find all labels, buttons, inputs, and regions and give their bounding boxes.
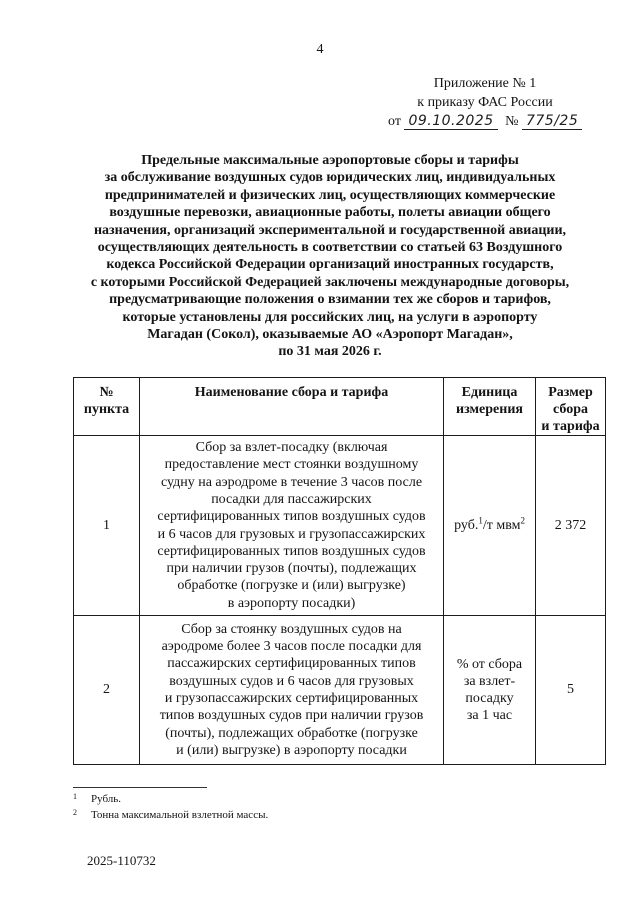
title-line: которые установлены для российских лиц, на услуги в аэропорту xyxy=(122,309,538,325)
page-number: 4 xyxy=(316,42,324,57)
name-line: (почты), подлежащих обработке (погрузке xyxy=(165,725,418,741)
name-line: предоставление мест стоянки воздушному xyxy=(164,457,419,473)
name-line: при наличии грузов (почты), подлежащих xyxy=(166,561,417,577)
footnote-ref: 1 xyxy=(478,514,483,525)
title-line: воздушные перевозки, авиационные работы, полеты авиации общего xyxy=(109,205,551,221)
name-line: и (или) выгрузке) в аэропорту посадки xyxy=(176,742,407,758)
appendix-title: Приложение № 1 xyxy=(433,76,537,91)
name-line: воздушных судов и 6 часов для грузовых xyxy=(169,673,414,689)
appendix-date-number xyxy=(380,112,590,131)
header-text: Размер xyxy=(548,385,593,400)
name-line: сертифицированных типов воздушных судов xyxy=(157,509,426,525)
document-id: 2025-110732 xyxy=(87,853,156,868)
header-text: Наименование сбора и тарифа xyxy=(194,385,389,400)
unit-line: за взлет- xyxy=(463,674,516,689)
table-row xyxy=(74,436,606,616)
header-name xyxy=(140,378,444,436)
header-size xyxy=(536,378,606,436)
footnote-text: Тонна максимальной взлетной массы. xyxy=(91,809,269,821)
footnote-number: 2 xyxy=(73,808,77,817)
table-header-row xyxy=(74,378,606,436)
footnote xyxy=(73,807,268,823)
name-line: судну на аэродроме в течение 3 часов после xyxy=(160,474,423,490)
row-number: 1 xyxy=(74,436,140,616)
name-line: Сбор за стоянку воздушных судов на xyxy=(181,621,402,637)
table-row xyxy=(74,616,606,765)
name-line: типов воздушных судов при наличии грузов xyxy=(159,708,424,724)
name-line: и 6 часов для грузовых и грузопассажирских xyxy=(157,526,426,542)
document-title xyxy=(70,152,590,361)
tariffs-table xyxy=(73,377,606,765)
footnote-divider xyxy=(73,787,207,788)
row-unit xyxy=(444,616,536,765)
footnote-number: 1 xyxy=(73,792,77,801)
title-line: Предельные максимальные аэропортовые сборы и тарифы xyxy=(141,153,519,168)
name-line: обработке (погрузке и (или) выгрузке) xyxy=(177,578,406,594)
footnote-ref: 2 xyxy=(520,514,525,525)
number-prefix: № xyxy=(505,114,519,129)
row-unit xyxy=(444,436,536,616)
row-name xyxy=(140,616,444,765)
row-value: 5 xyxy=(536,616,606,765)
title-line: предусматривающие положения о взимании тех же сборов и тарифов, xyxy=(109,292,551,308)
title-line: назначения, организаций экспериментальной и государственной авиации, xyxy=(93,222,567,238)
title-line: осуществляющих деятельность в соответствии со статьей 63 Воздушного xyxy=(97,240,563,256)
unit-text: руб. xyxy=(454,517,479,533)
row-name xyxy=(140,436,444,616)
date-prefix: от xyxy=(388,114,401,129)
header-text: № xyxy=(99,385,114,400)
header-text: и тарифа xyxy=(541,419,600,434)
header-text: сбора xyxy=(553,402,588,417)
name-line: и грузопассажирских сертифицированных xyxy=(164,691,419,706)
name-line: сертифицированных типов воздушных судов xyxy=(157,543,426,559)
title-line: по 31 мая 2026 г. xyxy=(278,344,382,360)
title-line: Магадан (Сокол), оказываемые АО «Аэропорт Магадан», xyxy=(147,327,513,343)
handwritten-number: 775/25 xyxy=(522,113,582,130)
footnote xyxy=(73,791,268,807)
title-line: за обслуживание воздушных судов юридических лиц, индивидуальных xyxy=(104,170,556,186)
header-text: пункта xyxy=(83,402,130,417)
name-line: Сбор за взлет-посадку (включая xyxy=(195,440,388,456)
unit-text: /т мвм xyxy=(482,517,521,533)
header-unit xyxy=(444,378,536,436)
unit-line: за 1 час xyxy=(466,708,513,723)
unit-line: посадку xyxy=(465,691,514,706)
title-line: с которыми Российской Федерацией заключены международные договоры, xyxy=(90,274,570,290)
header-item-number xyxy=(74,378,140,436)
header-text: Единица xyxy=(461,385,518,400)
title-line: предпринимателей и физических лиц, осуществляющих коммерческие xyxy=(104,187,556,203)
appendix-order-ref: к приказу ФАС России xyxy=(417,95,553,110)
footnotes xyxy=(73,791,268,823)
footnote-text: Рубль. xyxy=(91,793,122,805)
unit-line: % от сбора xyxy=(456,657,523,672)
name-line: пассажирских сертифицированных типов xyxy=(167,656,416,672)
name-line: посадки для пассажирских xyxy=(211,491,372,507)
header-text: измерения xyxy=(456,402,523,417)
name-line: в аэропорту посадки) xyxy=(227,595,356,611)
row-number: 2 xyxy=(74,616,140,765)
appendix-header xyxy=(380,74,590,131)
row-value: 2 372 xyxy=(536,436,606,616)
handwritten-date: 09.10.2025 xyxy=(404,113,497,130)
title-line: кодекса Российской Федерации организаций иностранных государств, xyxy=(106,257,554,273)
name-line: аэродроме более 3 часов после посадки для xyxy=(161,639,422,655)
